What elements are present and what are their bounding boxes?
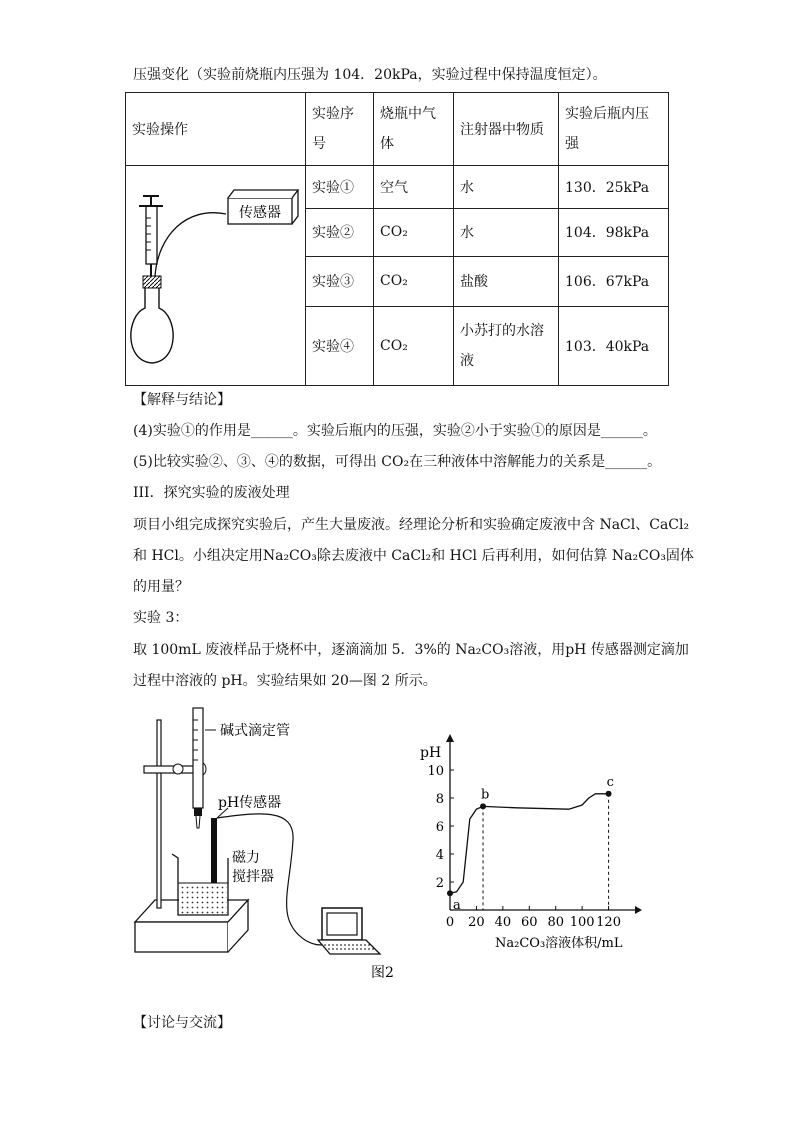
question-5: (5)比较实验②、③、④的数据，可得出 CO₂在三种液体中溶解能力的关系是______。	[133, 454, 662, 470]
table-header-row	[126, 93, 669, 166]
ph-curve	[450, 794, 609, 893]
paragraph-line-2: 和 HCl。小组决定用Na₂CO₃除去废液中 CaCl₂和 HCl 后再利用，如何估算 Na₂CO₃固体	[133, 548, 694, 564]
point-b	[480, 803, 486, 809]
chart-axes	[446, 734, 642, 914]
apparatus-cell	[126, 166, 306, 386]
row3-id: 实验③	[306, 256, 374, 306]
row4-pressure: 103．40kPa	[559, 306, 669, 385]
header-operation: 实验操作	[126, 93, 306, 166]
x-tick-label: 20	[468, 915, 485, 930]
header-substance: 注射器中物质	[454, 93, 559, 166]
chart-xlabel: Na₂CO₃溶液体积/mL	[495, 936, 623, 951]
row3-gas: CO₂	[374, 256, 454, 306]
burette-label: 碱式滴定管	[220, 723, 290, 739]
experiment-3-label: 实验 3：	[133, 610, 189, 626]
x-tick-label: 80	[547, 915, 564, 930]
sensor-label: 传感器	[239, 205, 281, 221]
y-tick-label: 10	[427, 764, 444, 779]
flask-syringe-diagram	[126, 166, 304, 381]
row2-id: 实验②	[306, 208, 374, 256]
y-tick-label: 2	[435, 876, 444, 891]
header-pressure: 实验后瓶内压强	[559, 93, 669, 166]
conclusion-heading: 【解释与结论】	[133, 392, 231, 408]
question-4: (4)实验①的作用是______。实验后瓶内的压强，实验②小于实验①的原因是______。	[133, 423, 657, 439]
x-tick-label: 0	[445, 915, 455, 930]
x-tick-label: 100	[569, 915, 595, 930]
row2-gas: CO₂	[374, 208, 454, 256]
row4-gas: CO₂	[374, 306, 454, 385]
paragraph-line-3: 的用量？	[133, 579, 189, 595]
header-gas: 烧瓶中气体	[374, 93, 454, 166]
point-label-a: a	[453, 898, 461, 914]
row3-pressure: 106．67kPa	[559, 256, 669, 306]
x-tick-label: 60	[521, 915, 538, 930]
point-a	[447, 890, 453, 896]
experiment-table	[125, 92, 669, 386]
y-tick-label: 8	[435, 792, 444, 807]
row2-pressure: 104．98kPa	[559, 208, 669, 256]
table-row	[126, 166, 669, 209]
figure-caption: 图2	[371, 965, 394, 981]
row1-gas: 空气	[374, 166, 454, 209]
row2-substance: 水	[454, 208, 559, 256]
ph-sensor-label: pH传感器	[218, 795, 282, 811]
stirrer-label-1: 磁力	[232, 850, 260, 866]
x-tick-label: 40	[494, 915, 512, 930]
row1-substance: 水	[454, 166, 559, 209]
row1-id: 实验①	[306, 166, 374, 209]
row3-substance: 盐酸	[454, 256, 559, 306]
y-tick-label: 6	[435, 820, 444, 835]
point-label-b: b	[481, 787, 490, 803]
header-id: 实验序号	[306, 93, 374, 166]
point-label-c: c	[606, 774, 614, 790]
chart-ylabel: pH	[420, 745, 442, 761]
x-tick-label: 120	[596, 915, 621, 930]
row4-id: 实验④	[306, 306, 374, 385]
intro-text: 压强变化（实验前烧瓶内压强为 104．20kPa，实验过程中保持温度恒定）。	[133, 67, 607, 83]
y-tick-label: 4	[435, 848, 444, 863]
titration-apparatus-figure	[130, 700, 410, 990]
point-c	[606, 791, 612, 797]
discussion-heading: 【讨论与交流】	[133, 1015, 231, 1031]
ph-titration-chart	[410, 730, 650, 960]
paragraph-line-5: 过程中溶液的 pH。实验结果如 20—图 2 所示。	[133, 673, 437, 689]
row1-pressure: 130．25kPa	[559, 166, 669, 209]
part3-title: III．探究实验的废液处理	[133, 485, 290, 501]
stirrer-label-2: 搅拌器	[232, 869, 274, 885]
paragraph-line-1: 项目小组完成探究实验后，产生大量废液。经理论分析和实验确定废液中含 NaCl、CaCl₂	[133, 517, 690, 533]
paragraph-line-4: 取 100mL 废液样品于烧杯中，逐滴滴加 5．3%的 Na₂CO₃溶液，用pH 传感器测定滴加	[133, 642, 689, 658]
row4-substance: 小苏打的水溶液	[454, 306, 559, 385]
